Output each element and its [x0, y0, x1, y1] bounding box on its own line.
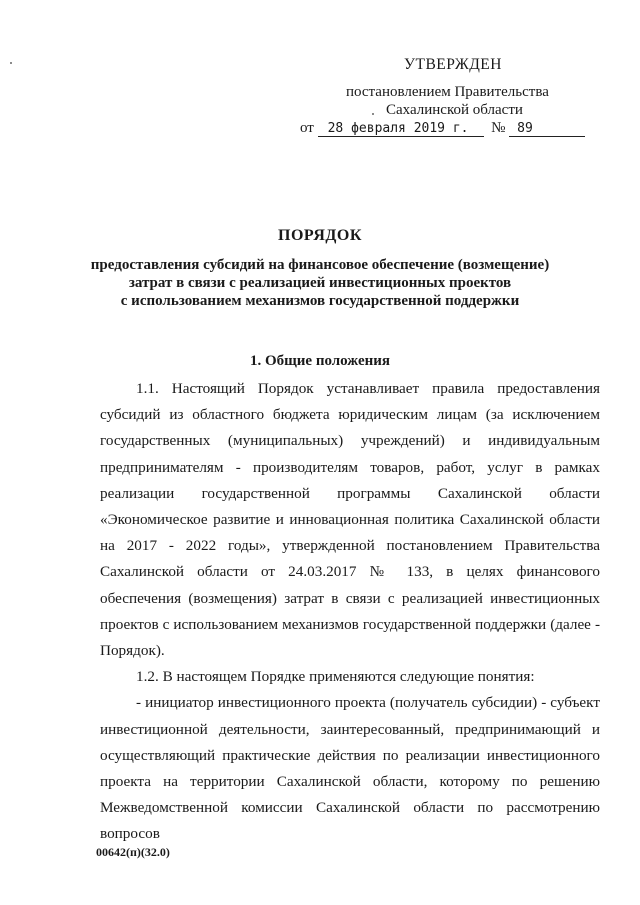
- approval-number-label: №: [491, 120, 506, 136]
- subtitle-line-3: с использованием механизмов государственной поддержки: [120, 293, 520, 309]
- approval-date-line: [300, 120, 585, 137]
- approval-heading: УТВЕРЖДЕН: [404, 56, 502, 73]
- document-body: [100, 376, 600, 848]
- subtitle-line-1: предоставления субсидий на финансовое обеспечение (возмещение): [90, 257, 550, 273]
- scan-speck: [372, 113, 374, 115]
- approval-from-label: от: [300, 120, 314, 136]
- approval-line-2: Сахалинской области: [386, 102, 523, 118]
- scan-speck: [10, 62, 12, 64]
- section-heading: 1. Общие положения: [249, 353, 391, 369]
- approval-number: 89: [509, 121, 585, 137]
- paragraph-definition: - инициатор инвестиционного проекта (получатель субсидии) - субъект инвестиционной деятельности, заинтересованный, предпринимающий и осуществляющий практические действия по реализации инвестиционного проекта на территории Сахалинской области, которому по решению Межведомственной комиссии Сахалинской области по рассмотрению вопросов: [100, 694, 600, 843]
- document-code: 00642(п)(32.0): [96, 845, 170, 859]
- paragraph-1-2: 1.2. В настоящем Порядке применяются следующие понятия:: [136, 668, 535, 686]
- approval-line-1: постановлением Правительства: [346, 84, 549, 100]
- document-subtitle: [0, 256, 640, 310]
- paragraph-1-1: 1.1. Настоящий Порядок устанавливает правила предоставления субсидий из областного бюджета юридическим лицам (за исключением государственных (муниципальных) учреждений) и индивидуальным предпринимателям - производителям товаров, работ, услуг в рамках реализации государственной программы Сахалинской области «Экономическое развитие и инновационная политика Сахалинской области на 2017 - 2022 годы», утвержденной постановлением Правительства Сахалинской области от 24.03.2017 № 133, в целях финансового обеспечения (возмещения) затрат в связи с реализацией инвестиционных проектов с использованием механизмов государственной поддержки (далее - Порядок).: [100, 380, 600, 660]
- document-title: ПОРЯДОК: [278, 227, 362, 244]
- subtitle-line-2: затрат в связи с реализацией инвестиционных проектов: [128, 275, 512, 291]
- approval-date: 28 февраля 2019 г.: [318, 121, 484, 137]
